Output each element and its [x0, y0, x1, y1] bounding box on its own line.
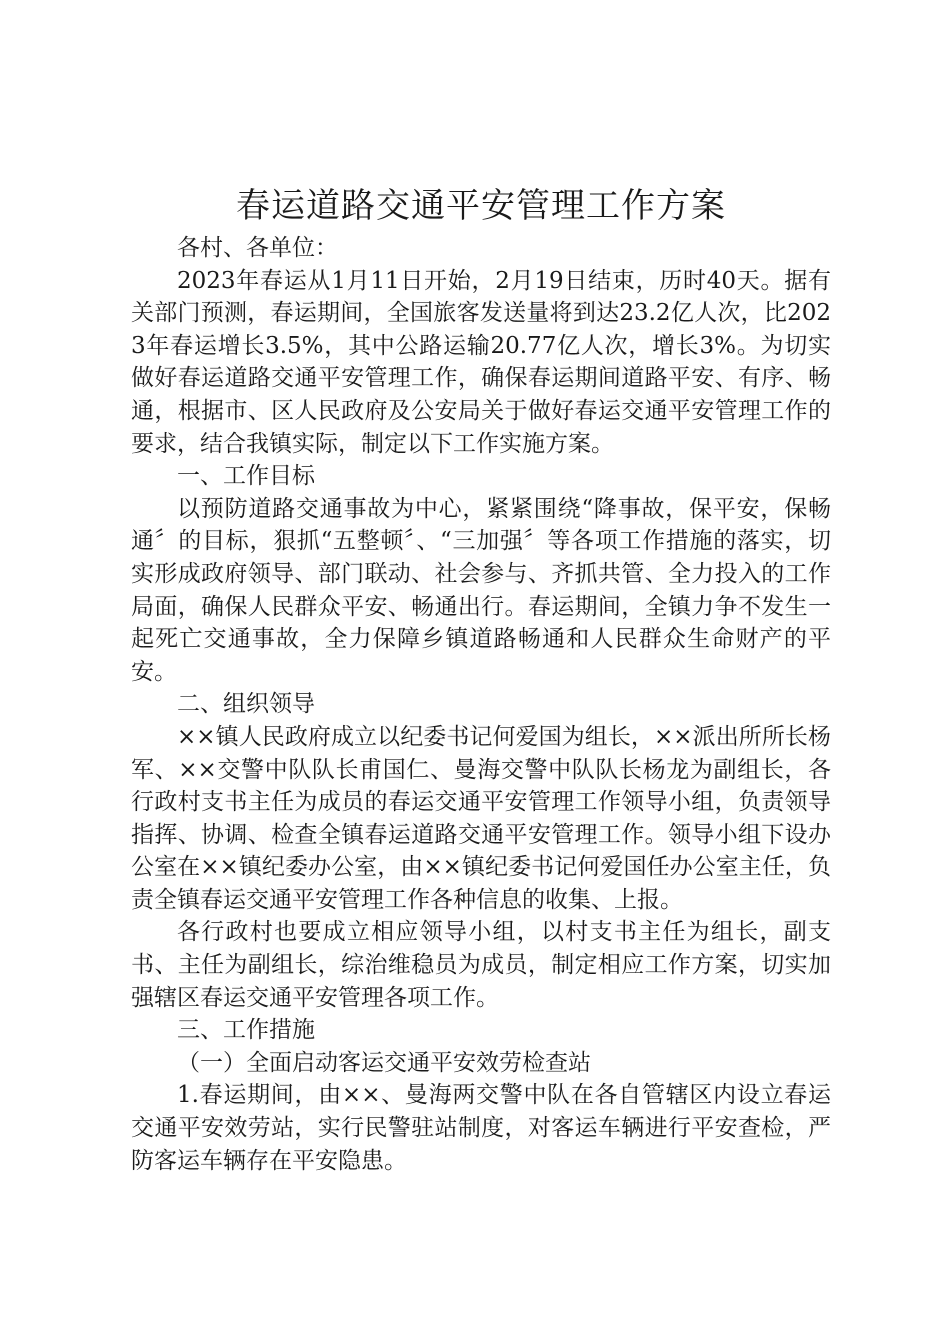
salutation: 各村、各单位： [177, 235, 338, 261]
section-heading-goals: 一、工作目标 [177, 463, 315, 490]
document-body [131, 180, 831, 1177]
village-paragraph: 各行政村也要成立相应领导小组，以村支书主任为组长，副支书、主任为副组长，综治维稳员为成员，制定相应工作方案，切实加强辖区春运交通平安管理各项工作。 [131, 919, 831, 1011]
measure-item-1: 1.春运期间，由××、曼海两交警中队在各自管辖区内设立春运交通平安效劳站，实行民警驻站制度，对客运车辆进行平安查检，严防客运车辆存在平安隐患。 [131, 1082, 831, 1174]
document-title: 春运道路交通平安管理工作方案 [236, 186, 726, 226]
section-heading-organization: 二、组织领导 [177, 691, 315, 718]
intro-paragraph: 2023年春运从1月11日开始，2月19日结束，历时40天。据有关部门预测，春运期间，全国旅客发送量将到达23.2亿人次，比2023年春运增长3.5%，其中公路运输20.77亿人次，增长3%。为切实做好春运道路交通平安管理工作，确保春运期间道路平安、有序、畅通，根据市、区人民政府及公安局关于做好春运交通平安管理工作的要求，结合我镇实际，制定以下工作实施方案。 [131, 267, 831, 457]
goals-paragraph: 以预防道路交通事故为中心，紧紧围绕“降事故，保平安，保畅通〞的目标，狠抓“五整顿〞、“三加强〞等各项工作措施的落实，切实形成政府领导、部门联动、社会参与、齐抓共管、全力投入的工作局面，确保人民群众平安、畅通出行。春运期间，全镇力争不发生一起死亡交通事故，全力保障乡镇道路畅通和人民群众生命财产的平安。 [131, 495, 831, 685]
section-heading-measures: 三、工作措施 [177, 1017, 315, 1044]
subheading-checkpoint: （一）全面启动客运交通平安效劳检查站 [177, 1049, 591, 1076]
organization-paragraph: ××镇人民政府成立以纪委书记何爱国为组长，××派出所所长杨军、××交警中队队长甫国仁、曼海交警中队队长杨龙为副组长，各行政村支书主任为成员的春运交通平安管理工作领导小组，负责领导指挥、协调、检查全镇春运道路交通平安管理工作。领导小组下设办公室在××镇纪委办公室，由××镇纪委书记何爱国任办公室主任，负责全镇春运交通平安管理工作各种信息的收集、上报。 [131, 723, 831, 913]
